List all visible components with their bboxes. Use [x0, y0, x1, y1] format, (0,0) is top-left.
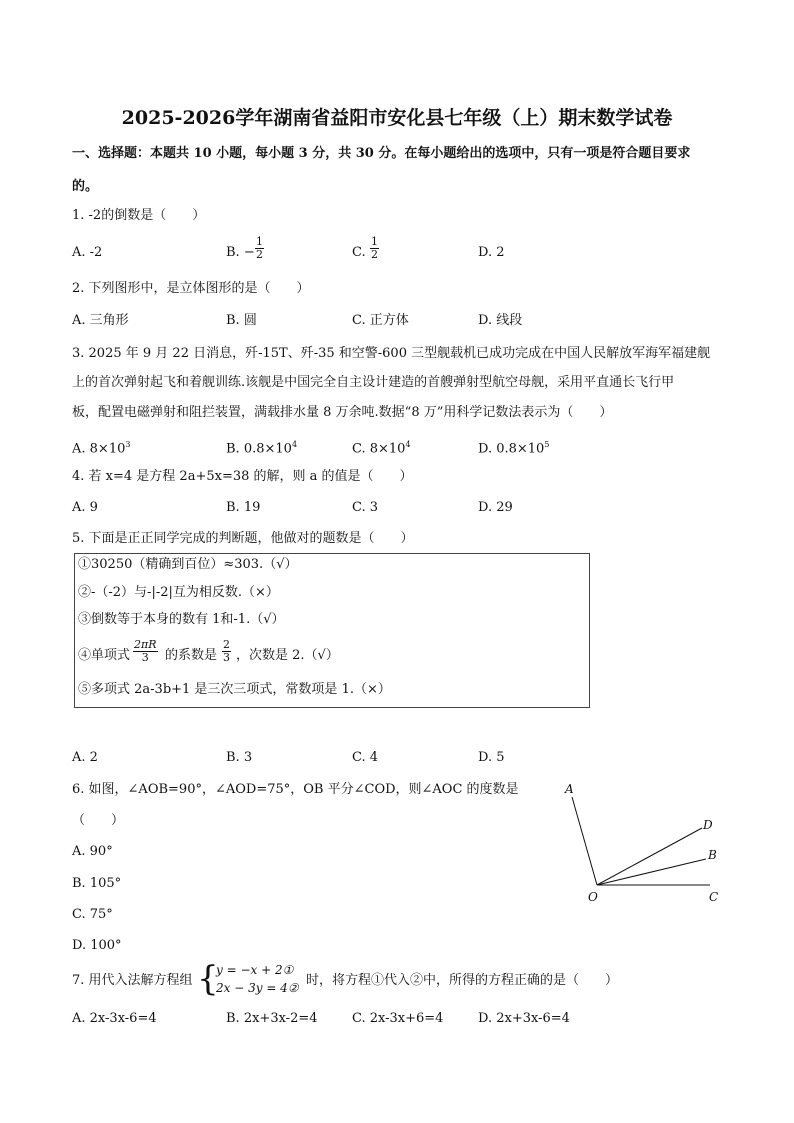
q1-option-b-fraction: [255, 236, 264, 261]
q3-option-c: [352, 437, 411, 457]
q3-stem-line1: 3. 2025 年 9 月 22 日消息，歼-15T、歼-35 和空警-600 三型舰载机已成功完成在中国人民解放军海军福建舰: [72, 346, 711, 361]
q3-option-d: [478, 437, 549, 457]
q1-option-c-prefix: C.: [352, 245, 366, 260]
q7-brace: {: [197, 959, 219, 999]
q7-equation-1: y = −x + 2①: [216, 963, 294, 977]
fraction-numerator: 2πR: [134, 638, 157, 651]
q2-option-a: A. 三角形: [72, 313, 129, 328]
fraction-denominator: 3: [223, 651, 230, 664]
q5-option-d: D. 5: [478, 750, 505, 765]
q7-option-c: C. 2x-3x+6=4: [352, 1011, 444, 1026]
q5-option-c: C. 4: [352, 750, 379, 765]
q3-a-base: A. 8×10: [72, 441, 126, 457]
q4-option-b: B. 19: [226, 500, 261, 515]
q7-prefix: 7. 用代入法解方程组: [72, 973, 193, 988]
q5-item-4-fraction: [133, 639, 158, 664]
q5-item-4-mid: 的系数是: [165, 648, 218, 663]
q3-d-exponent: 5: [544, 440, 550, 449]
q3-b-exponent: 4: [291, 440, 298, 449]
q3-option-b: [226, 437, 297, 457]
fraction-denominator: 2: [371, 248, 378, 261]
section-heading-line2: 的。: [72, 179, 99, 194]
label-o: O: [588, 890, 598, 904]
page-title: 2025-2026学年湖南省益阳市安化县七年级（上）期末数学试卷: [121, 107, 673, 129]
q4-option-d: D. 29: [478, 500, 513, 515]
ray-od: [597, 828, 702, 885]
q7-equation-2: 2x − 3y = 4②: [216, 981, 299, 995]
q1-option-d: D. 2: [478, 245, 505, 260]
q5-option-a: A. 2: [72, 750, 98, 765]
q5-item-4-prefix: ④单项式: [78, 648, 131, 663]
q6-option-d: D. 100°: [72, 938, 122, 953]
ray-ob: [597, 859, 706, 885]
q7-suffix: 时，将方程①代入②中，所得的方程正确的是（ ）: [306, 973, 619, 988]
fraction-numerator: 2: [223, 638, 230, 651]
q3-b-base: B. 0.8×10: [226, 441, 292, 457]
q6-stem-line1: 6. 如图，∠AOB=90°，∠AOD=75°，OB 平分∠COD，则∠AOC 的度数是: [72, 782, 519, 797]
q5-option-b: B. 3: [226, 750, 253, 765]
q7-option-a: A. 2x-3x-6=4: [72, 1011, 157, 1026]
q2-stem: 2. 下列图形中，是立体图形的是（ ）: [72, 281, 310, 296]
q6-stem-line2: （ ）: [72, 813, 125, 828]
q2-option-b: B. 圆: [226, 313, 257, 328]
q3-c-base: C. 8×10: [352, 441, 406, 457]
q7-option-b: B. 2x+3x-2=4: [226, 1011, 318, 1026]
q6-option-b: B. 105°: [72, 876, 122, 891]
fraction-denominator: 3: [141, 651, 149, 664]
q1-option-c-fraction: [370, 236, 379, 261]
q3-d-base: D. 0.8×10: [478, 441, 545, 457]
q3-c-exponent: 4: [405, 440, 411, 449]
ray-oa: [572, 797, 597, 885]
q5-item-4-suffix: ，次数是 2.（√）: [236, 648, 339, 663]
q7-option-d: D. 2x+3x-6=4: [478, 1011, 570, 1026]
q5-item-2: ②-（-2）与-|-2|互为相反数.（×）: [78, 585, 279, 600]
section-heading-line1: 一、选择题：本题共 10 小题，每小题 3 分，共 30 分。在每小题给出的选项中，只有一项是符合题目要求: [72, 146, 691, 161]
q5-item-4-fraction-2: [222, 639, 231, 664]
fraction-numerator: 1: [256, 235, 263, 248]
q1-option-a: A. -2: [72, 245, 103, 260]
fraction-denominator: 2: [256, 248, 263, 261]
q5-item-1: ①30250（精确到百位）≈303.（√）: [78, 557, 298, 572]
fraction-numerator: 1: [371, 235, 378, 248]
q5-item-5: ⑤多项式 2a-3b+1 是三次三项式，常数项是 1.（×）: [78, 682, 391, 697]
label-c: C: [709, 890, 719, 904]
q2-option-c: C. 正方体: [352, 313, 409, 328]
angle-diagram: [560, 775, 730, 910]
q5-stem: 5. 下面是正正同学完成的判断题，他做对的题数是（ ）: [72, 531, 414, 546]
q6-option-c: C. 75°: [72, 907, 113, 922]
q3-stem-line2: 上的首次弹射起飞和着舰训练.该舰是中国完全自主设计建造的首艘弹射型航空母舰，采用平直通长飞行甲: [72, 375, 675, 390]
q6-option-a: A. 90°: [72, 844, 113, 859]
q4-option-a: A. 9: [72, 500, 98, 515]
label-d: D: [703, 818, 713, 832]
q5-item-3: ③倒数等于本身的数有 1和-1.（√）: [78, 612, 285, 627]
q4-option-c: C. 3: [352, 500, 379, 515]
q3-option-a: [72, 437, 130, 457]
q1-stem: 1. -2的倒数是（ ）: [72, 208, 206, 223]
q2-option-d: D. 线段: [478, 313, 523, 328]
q3-a-exponent: 3: [125, 440, 131, 449]
label-a: A: [565, 782, 574, 796]
q3-stem-line3: 板，配置电磁弹射和阻拦装置，满载排水量 8 万余吨.数据“8 万”用科学记数法表示为（ ）: [72, 405, 613, 420]
q1-option-b-prefix: B. −: [226, 245, 255, 260]
q4-stem: 4. 若 x=4 是方程 2a+5x=38 的解，则 a 的值是（ ）: [72, 469, 413, 484]
label-b: B: [708, 848, 717, 862]
